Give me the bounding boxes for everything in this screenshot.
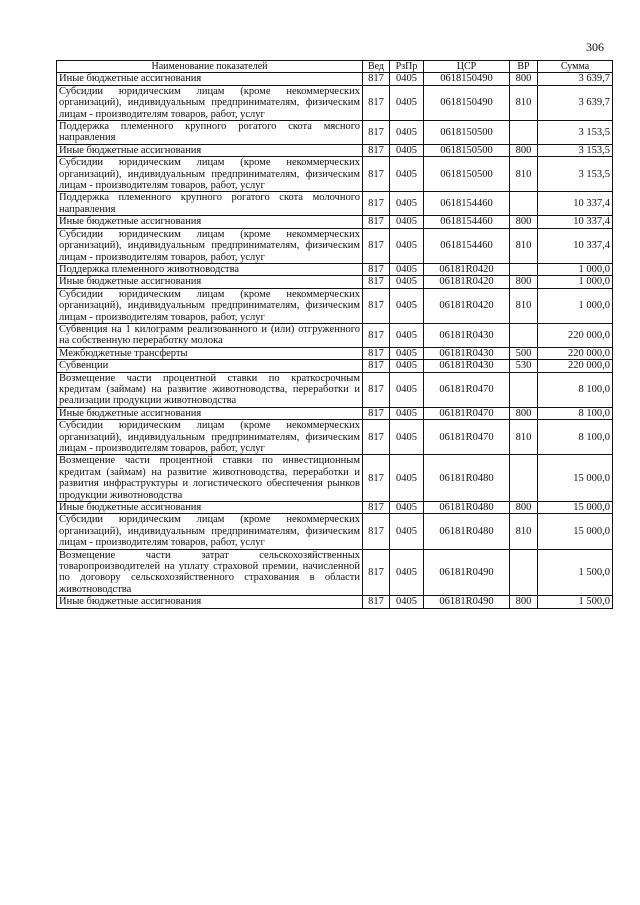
cell-vr [510,263,538,275]
cell-ved: 817 [363,596,390,608]
cell-name: Субсидии юридическим лицам (кроме некоммерческих организаций), индивидуальным предпринимателям, физическим лицам - производителям товаров, работ, услуг [57,157,363,192]
cell-rzpr: 0405 [390,455,424,502]
cell-ved: 817 [363,549,390,596]
cell-csr: 0618154460 [424,216,510,228]
cell-vr: 810 [510,420,538,455]
cell-sum: 8 100,0 [538,372,613,407]
cell-name: Поддержка племенного крупного рогатого скота мясного направления [57,121,363,145]
cell-ved: 817 [363,192,390,216]
cell-csr: 0618154460 [424,192,510,216]
table-body [57,73,613,608]
cell-ved: 817 [363,228,390,263]
cell-rzpr: 0405 [390,85,424,120]
cell-sum: 3 153,5 [538,121,613,145]
table-row [57,407,613,419]
cell-name: Поддержка племенного крупного рогатого скота молочного направления [57,192,363,216]
cell-name: Возмещение части процентной ставки по краткосрочным кредитам (займам) на развитие животноводства, переработки и реализации продукции животноводства [57,372,363,407]
cell-rzpr: 0405 [390,407,424,419]
cell-rzpr: 0405 [390,288,424,323]
cell-sum: 15 000,0 [538,455,613,502]
cell-csr: 0618150500 [424,144,510,156]
cell-ved: 817 [363,157,390,192]
cell-sum: 1 000,0 [538,288,613,323]
cell-rzpr: 0405 [390,596,424,608]
cell-csr: 0618150490 [424,73,510,85]
cell-rzpr: 0405 [390,228,424,263]
table-row [57,144,613,156]
cell-name: Субсидии юридическим лицам (кроме некоммерческих организаций), индивидуальным предпринимателям, физическим лицам - производителям товаров, работ, услуг [57,288,363,323]
table-row [57,514,613,549]
cell-vr: 800 [510,407,538,419]
cell-vr: 810 [510,85,538,120]
cell-sum: 8 100,0 [538,407,613,419]
cell-rzpr: 0405 [390,263,424,275]
cell-vr [510,549,538,596]
cell-rzpr: 0405 [390,192,424,216]
cell-csr: 06181R0470 [424,407,510,419]
table-row [57,347,613,359]
cell-name: Возмещение части затрат сельскохозяйственных товаропроизводителей на уплату страховой премии, начисленной по договору сельскохозяйственного страхования в области животноводства [57,549,363,596]
cell-ved: 817 [363,73,390,85]
cell-sum: 1 500,0 [538,549,613,596]
cell-csr: 0618150490 [424,85,510,120]
cell-sum: 220 000,0 [538,347,613,359]
header-vr: ВР [510,61,538,73]
cell-ved: 817 [363,514,390,549]
cell-csr: 06181R0470 [424,420,510,455]
cell-name: Субвенция на 1 килограмм реализованного и (или) отгруженного на собственную переработку молока [57,323,363,347]
cell-name: Иные бюджетные ассигнования [57,144,363,156]
cell-sum: 10 337,4 [538,192,613,216]
cell-csr: 06181R0490 [424,549,510,596]
cell-sum: 220 000,0 [538,360,613,372]
cell-name: Иные бюджетные ассигнования [57,502,363,514]
cell-ved: 817 [363,85,390,120]
table-row [57,288,613,323]
cell-vr: 800 [510,216,538,228]
cell-rzpr: 0405 [390,549,424,596]
cell-csr: 06181R0470 [424,372,510,407]
cell-name: Поддержка племенного животноводства [57,263,363,275]
cell-rzpr: 0405 [390,347,424,359]
cell-vr: 810 [510,514,538,549]
cell-vr: 800 [510,73,538,85]
cell-csr: 06181R0480 [424,514,510,549]
cell-ved: 817 [363,502,390,514]
cell-ved: 817 [363,360,390,372]
table-row [57,360,613,372]
cell-ved: 817 [363,455,390,502]
table-header-row [57,61,613,73]
cell-vr: 810 [510,228,538,263]
cell-sum: 10 337,4 [538,216,613,228]
cell-rzpr: 0405 [390,121,424,145]
cell-ved: 817 [363,276,390,288]
header-csr: ЦСР [424,61,510,73]
table-row [57,502,613,514]
table-row [57,263,613,275]
cell-csr: 06181R0430 [424,323,510,347]
cell-rzpr: 0405 [390,73,424,85]
cell-csr: 06181R0480 [424,502,510,514]
table-row [57,455,613,502]
cell-sum: 3 639,7 [538,85,613,120]
header-ved: Вед [363,61,390,73]
table-row [57,420,613,455]
cell-csr: 06181R0480 [424,455,510,502]
cell-rzpr: 0405 [390,216,424,228]
cell-sum: 8 100,0 [538,420,613,455]
table-row [57,73,613,85]
cell-sum: 3 639,7 [538,73,613,85]
cell-csr: 06181R0420 [424,276,510,288]
table-row [57,121,613,145]
table-row [57,323,613,347]
table-row [57,596,613,608]
cell-csr: 06181R0430 [424,347,510,359]
cell-vr [510,455,538,502]
cell-ved: 817 [363,407,390,419]
cell-csr: 0618154460 [424,228,510,263]
cell-vr [510,323,538,347]
header-sum: Сумма [538,61,613,73]
cell-ved: 817 [363,288,390,323]
cell-vr: 810 [510,288,538,323]
cell-sum: 3 153,5 [538,144,613,156]
cell-csr: 06181R0420 [424,288,510,323]
cell-vr: 800 [510,596,538,608]
cell-sum: 1 500,0 [538,596,613,608]
cell-rzpr: 0405 [390,323,424,347]
cell-vr: 800 [510,276,538,288]
cell-name: Иные бюджетные ассигнования [57,216,363,228]
cell-sum: 1 000,0 [538,276,613,288]
cell-vr: 500 [510,347,538,359]
table-row [57,85,613,120]
cell-name: Иные бюджетные ассигнования [57,276,363,288]
cell-rzpr: 0405 [390,514,424,549]
table-row [57,549,613,596]
cell-rzpr: 0405 [390,372,424,407]
cell-ved: 817 [363,144,390,156]
cell-ved: 817 [363,216,390,228]
cell-csr: 06181R0420 [424,263,510,275]
cell-sum: 3 153,5 [538,157,613,192]
budget-table [56,60,613,609]
cell-name: Субсидии юридическим лицам (кроме некоммерческих организаций), индивидуальным предпринимателям, физическим лицам - производителям товаров, работ, услуг [57,514,363,549]
cell-ved: 817 [363,372,390,407]
cell-rzpr: 0405 [390,157,424,192]
cell-name: Субсидии юридическим лицам (кроме некоммерческих организаций), индивидуальным предпринимателям, физическим лицам - производителям товаров, работ, услуг [57,85,363,120]
table-row [57,157,613,192]
cell-vr [510,372,538,407]
cell-ved: 817 [363,121,390,145]
cell-csr: 0618150500 [424,121,510,145]
cell-rzpr: 0405 [390,276,424,288]
cell-rzpr: 0405 [390,360,424,372]
header-rzpr: РзПр [390,61,424,73]
cell-sum: 220 000,0 [538,323,613,347]
table-row [57,192,613,216]
cell-sum: 1 000,0 [538,263,613,275]
table-row [57,228,613,263]
cell-name: Межбюджетные трансферты [57,347,363,359]
cell-name: Иные бюджетные ассигнования [57,596,363,608]
cell-rzpr: 0405 [390,502,424,514]
cell-vr: 810 [510,157,538,192]
cell-sum: 10 337,4 [538,228,613,263]
cell-vr [510,192,538,216]
page-number: 306 [586,40,604,54]
cell-rzpr: 0405 [390,144,424,156]
cell-csr: 0618150500 [424,157,510,192]
table-row [57,276,613,288]
cell-csr: 06181R0490 [424,596,510,608]
cell-rzpr: 0405 [390,420,424,455]
cell-vr: 800 [510,144,538,156]
cell-vr: 530 [510,360,538,372]
cell-ved: 817 [363,420,390,455]
cell-vr [510,121,538,145]
cell-sum: 15 000,0 [538,502,613,514]
cell-name: Субсидии юридическим лицам (кроме некоммерческих организаций), индивидуальным предпринимателям, физическим лицам - производителям товаров, работ, услуг [57,420,363,455]
cell-ved: 817 [363,323,390,347]
cell-name: Субвенции [57,360,363,372]
cell-vr: 800 [510,502,538,514]
cell-name: Субсидии юридическим лицам (кроме некоммерческих организаций), индивидуальным предпринимателям, физическим лицам - производителям товаров, работ, услуг [57,228,363,263]
cell-ved: 817 [363,263,390,275]
table-row [57,372,613,407]
table-row [57,216,613,228]
cell-name: Иные бюджетные ассигнования [57,407,363,419]
header-name: Наименование показателей [57,61,363,73]
cell-ved: 817 [363,347,390,359]
cell-name: Иные бюджетные ассигнования [57,73,363,85]
cell-sum: 15 000,0 [538,514,613,549]
cell-name: Возмещение части процентной ставки по инвестиционным кредитам (займам) на развитие животноводства, переработки и развития инфраструктуры и логистического обеспечения рынков продукции животноводства [57,455,363,502]
cell-csr: 06181R0430 [424,360,510,372]
